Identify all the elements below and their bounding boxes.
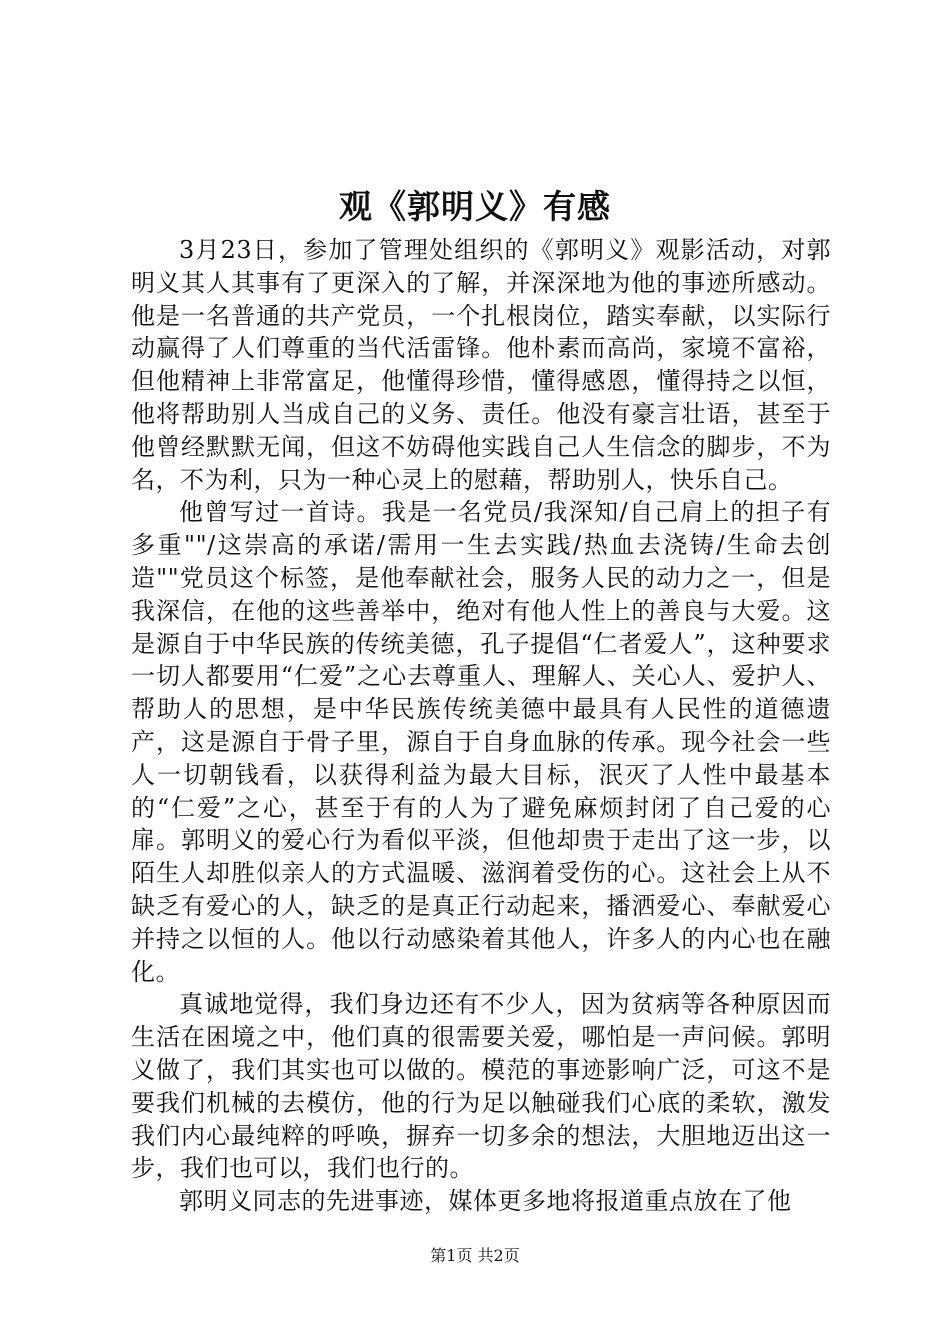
paragraph-2: 他曾写过一首诗。我是一名党员/我深知/自己肩上的担子有多重""/这崇高的承诺/需用一生去实践/热血去浇铸/生命去创造""党员这个标签，是他奉献社会，服务人民的动力之一，但是我深信，在他的这些善举中，绝对有他人性上的善良与大爱。这是源自于中华民族的传统美德，孔子提倡“仁者爱人”，这种要求一切人都要用“仁爱”之心去尊重人、理解人、关心人、爱护人、帮助人的思想，是中华民族传统美德中最具有人民性的道德遗产，这是源自于骨子里，源自于自身血脉的传承。现今社会一些人一切朝钱看，以获得利益为最大目标，泯灭了人性中最基本的“仁爱”之心，甚至于有的人为了避免麻烦封闭了自己爱的心扉。郭明义的爱心行为看似平淡，但他却贵于走出了这一步，以陌生人却胜似亲人的方式温暖、滋润着受伤的心。这社会上从不缺乏有爱心的人，缺乏的是真正行动起来，播洒爱心、奉献爱心并持之以恒的人。他以行动感染着其他人，许多人的内心也在融化。 — [131, 498, 831, 986]
article-body — [131, 234, 831, 1218]
page-title: 观《郭明义》有感 — [339, 187, 611, 226]
paragraph-4: 郭明义同志的先进事迹，媒体更多地将报道重点放在了他 — [179, 1187, 792, 1216]
paragraph-3: 真诚地觉得，我们身边还有不少人，因为贫病等各种原因而生活在困境之中，他们真的很需要关爱，哪怕是一声问候。郭明义做了，我们其实也可以做的。模范的事迹影响广泛，可这不是要我们机械的去模仿，他的行为足以触碰我们心底的柔软，激发我们内心最纯粹的呼唤，摒弃一切多余的想法，大胆地迈出这一步，我们也可以，我们也行的。 — [131, 990, 831, 1183]
page-footer: 第1页 共2页 — [430, 1246, 520, 1265]
paragraph-1: 3月23日，参加了管理处组织的《郭明义》观影活动，对郭明义其人其事有了更深入的了解，并深深地为他的事迹所感动。他是一名普通的共产党员，一个扎根岗位，踏实奉献，以实际行动赢得了人们尊重的当代活雷锋。他朴素而高尚，家境不富裕，但他精神上非常富足，他懂得珍惜，懂得感恩，懂得持之以恒，他将帮助别人当成自己的义务、责任。他没有豪言壮语，甚至于他曾经默默无闻，但这不妨碍他实践自己人生信念的脚步，不为名，不为利，只为一种心灵上的慰藉，帮助别人，快乐自己。 — [131, 236, 831, 494]
